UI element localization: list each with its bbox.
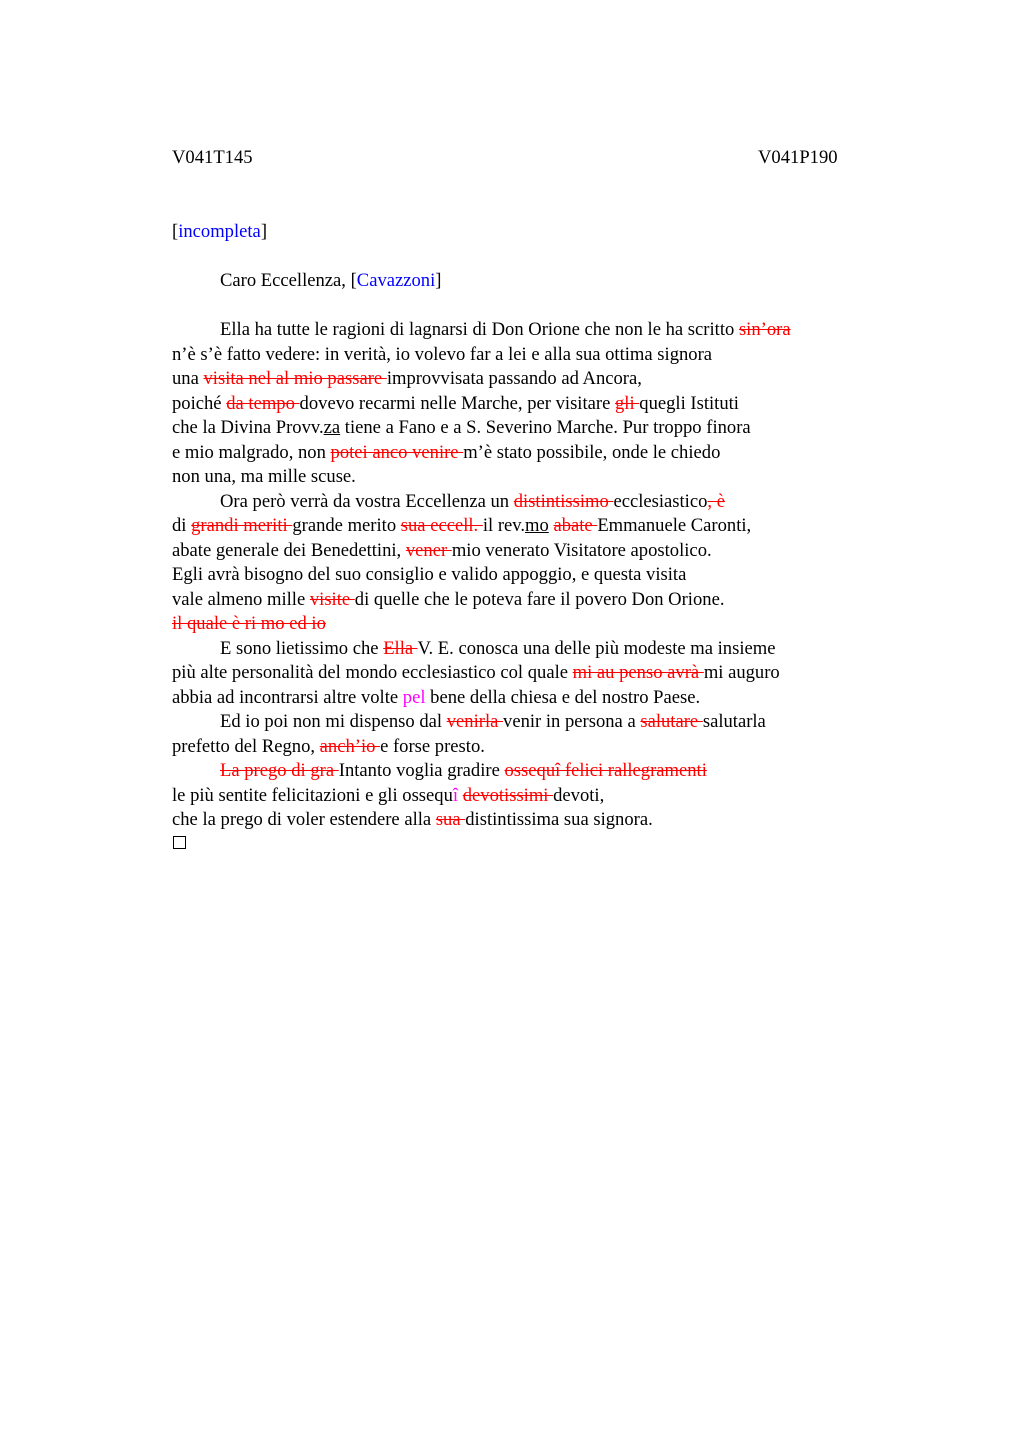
text-segment: E sono lietissimo che [220, 637, 384, 659]
deleted-text: Ella [383, 637, 418, 659]
deleted-text: abate [553, 515, 598, 536]
text-segment: mo [525, 515, 549, 536]
deleted-text: sua [435, 809, 466, 830]
status-note [172, 220, 267, 244]
letter-line [220, 318, 791, 342]
letter-line [220, 710, 766, 734]
text-segment: devoti, [553, 784, 605, 806]
letter-line [172, 612, 326, 636]
text-segment: e mio malgrado, non [172, 441, 331, 463]
letter-line [172, 441, 720, 465]
text-segment: bene della chiesa e del nostro Paese. [425, 686, 701, 708]
text-segment: za [323, 417, 341, 438]
text-segment: Egli avrà bisogno del suo consiglio e valido appoggio, e questa visita [172, 564, 687, 585]
text-segment: vale almeno mille [172, 588, 310, 610]
deleted-text: venirla [446, 711, 504, 732]
letter-line [172, 686, 700, 710]
text-segment: grande merito [292, 515, 401, 536]
text-segment: Intanto voglia gradire [338, 760, 505, 781]
deleted-text: vener [405, 539, 452, 561]
deleted-text: sin’ora [738, 319, 791, 340]
text-segment: salutarla [702, 711, 766, 732]
letter-line [172, 661, 780, 685]
text-segment: prefetto del Regno, [172, 735, 320, 757]
status-bracket-open: [ [172, 221, 179, 242]
text-segment: mi auguro [703, 662, 780, 683]
text-segment: Ora però verrà da vostra Eccellenza un [220, 490, 514, 512]
text-segment: più alte personalità del mondo ecclesiastico col quale [172, 662, 573, 683]
text-segment: pel [402, 686, 426, 708]
text-segment: il rev. [482, 515, 526, 536]
letter-line [172, 465, 356, 489]
text-segment: Caro Eccellenza, [ [220, 270, 357, 291]
text-segment: una [172, 368, 204, 389]
text-segment: improvvisata passando ad Ancora, [386, 368, 642, 389]
deleted-text: potei anco venire [330, 441, 464, 463]
letter-line [220, 637, 775, 661]
text-segment: V. E. conosca una delle più modeste ma insieme [417, 637, 776, 659]
text-segment: venir in persona a [503, 711, 641, 732]
deleted-text: visite [309, 588, 355, 610]
deleted-text: , è [707, 490, 725, 512]
deleted-text: ossequî felici rallegramenti [504, 760, 707, 781]
document-code-right: V041P190 [758, 147, 838, 168]
deleted-text: visita nel al mio passare [203, 368, 387, 389]
text-segment: e forse presto. [380, 735, 485, 757]
status-label: incompleta [178, 221, 261, 242]
deleted-text: da tempo [226, 392, 300, 414]
letter-line [172, 588, 724, 612]
deleted-text: anch’io [319, 735, 381, 757]
text-segment: poiché [172, 392, 227, 414]
letter-line [172, 539, 712, 563]
salutation [220, 269, 441, 293]
letter-line [172, 514, 751, 538]
text-segment: di [172, 515, 192, 536]
deleted-text: devotissimi [462, 784, 554, 806]
deleted-text: mi au penso avrà [572, 662, 704, 683]
text-segment: abate generale dei Benedettini, [172, 539, 406, 561]
text-segment: Ed io poi non mi dispenso dal [220, 711, 447, 732]
deleted-text: gli [614, 392, 640, 414]
text-segment: di quelle che le poteva fare il povero Don Orione. [354, 588, 725, 610]
letter-line [220, 490, 725, 514]
status-bracket-close: ] [260, 221, 268, 242]
letter-line [172, 343, 712, 367]
text-segment: ecclesiastico [613, 490, 708, 512]
letter-line [172, 367, 642, 391]
letter-line [172, 392, 739, 416]
letter-line [220, 759, 707, 783]
text-segment: î [452, 784, 459, 806]
deleted-text: il quale è ri mo ed io [172, 613, 326, 634]
end-square-icon [173, 836, 186, 849]
deleted-text: distintissimo [513, 490, 614, 512]
text-segment: che la Divina Provv. [172, 417, 324, 438]
letter-line [172, 808, 653, 832]
text-segment: che la prego di voler estendere alla [172, 809, 436, 830]
text-segment: non una, ma mille scuse. [172, 466, 356, 487]
letter-line [172, 416, 751, 440]
text-segment: distintissima sua signora. [465, 809, 653, 830]
text-segment: le più sentite felicitazioni e gli ossequ [172, 784, 453, 806]
deleted-text: La prego di gra [220, 760, 339, 781]
text-segment: Cavazzoni [356, 270, 436, 291]
text-segment: quegli Istituti [639, 392, 739, 414]
text-segment: m’è stato possibile, onde le chiedo [463, 441, 721, 463]
text-segment: Ella ha tutte le ragioni di lagnarsi di Don Orione che non le ha scritto [220, 319, 739, 340]
document-code-left: V041T145 [172, 147, 253, 168]
letter-line [172, 784, 604, 808]
letter-line [172, 735, 485, 759]
text-segment: tiene a Fano e a S. Severino Marche. Pur troppo finora [340, 417, 751, 438]
text-segment: Emmanuele Caronti, [597, 515, 752, 536]
deleted-text: sua eccell. [400, 515, 483, 536]
deleted-text: salutare [640, 711, 703, 732]
text-segment: abbia ad incontrarsi altre volte [172, 686, 403, 708]
letter-line [172, 563, 686, 587]
text-segment: mio venerato Visitatore apostolico. [451, 539, 712, 561]
text-segment: dovevo recarmi nelle Marche, per visitare [299, 392, 615, 414]
deleted-text: grandi meriti [191, 515, 293, 536]
text-segment: ] [435, 270, 442, 291]
text-segment: n’è s’è fatto vedere: in verità, io volevo far a lei e alla sua ottima signora [172, 343, 713, 365]
